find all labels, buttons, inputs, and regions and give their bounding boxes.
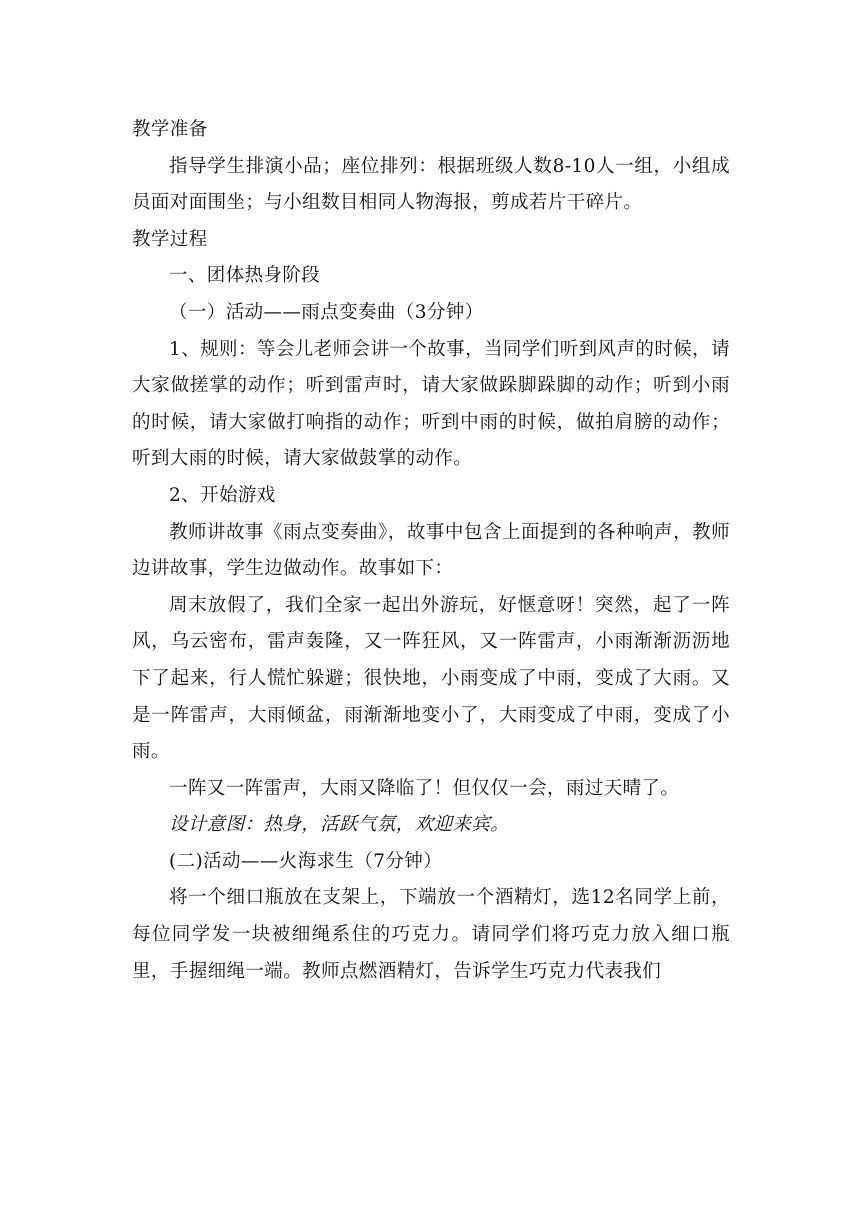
paragraph-story: 周末放假了，我们全家一起出外游玩，好惬意呀！突然，起了一阵风，乌云密布，雷声轰隆，又一阵狂风，又一阵雷声，小雨渐渐沥沥地下了起来，行人慌忙躲避；很快地，小雨变成了中雨，变成了大雨。又是一阵雷声，大雨倾盆，雨渐渐地变小了，大雨变成了中雨，变成了小雨。 <box>132 594 730 763</box>
paragraph-preparation-details: 指导学生排演小品；座位排列：根据班级人数8-10人一组，小组成员面对面围坐；与小组数目相同人物海报，剪成若片干碎片。 <box>132 155 730 214</box>
paragraph-rules: 1、规则：等会儿老师会讲一个故事，当同学们听到风声的时候，请大家做搓掌的动作；听到雷声时，请大家做跺脚跺脚的动作；听到小雨的时候，请大家做打响指的动作；听到中雨的时候，做拍肩膀的动作；听到大雨的时候，请大家做鼓掌的动作。 <box>132 338 730 470</box>
subheading-activity-fire-escape: (二)活动——火海求生（7分钟） <box>169 850 443 872</box>
section-heading-teaching-preparation: 教学准备 <box>132 119 208 140</box>
section-heading-teaching-process: 教学过程 <box>132 228 208 250</box>
subheading-start-game: 2、开始游戏 <box>169 484 276 506</box>
paragraph-fire-escape-details: 将一个细口瓶放在支架上，下端放一个酒精灯，选12名同学上前，每位同学发一块被细绳系住的巧克力。请同学们将巧克力放入细口瓶里，手握细绳一端。教师点燃酒精灯，告诉学生巧克力代表我们 <box>132 887 730 982</box>
paragraph-teacher-story-intro: 教师讲故事《雨点变奏曲》，故事中包含上面提到的各种响声，教师边讲故事，学生边做动作。故事如下： <box>132 521 730 580</box>
subheading-warmup-stage: 一、团体热身阶段 <box>169 265 321 287</box>
subheading-activity-rain-variation: （一）活动——雨点变奏曲（3分钟） <box>169 301 484 323</box>
document-body <box>132 112 730 990</box>
paragraph-design-intent: 设计意图：热身，活跃气氛，欢迎来宾。 <box>169 814 510 836</box>
paragraph-story-ending: 一阵又一阵雷声，大雨又降临了！但仅仅一会，雨过天晴了。 <box>169 777 680 799</box>
